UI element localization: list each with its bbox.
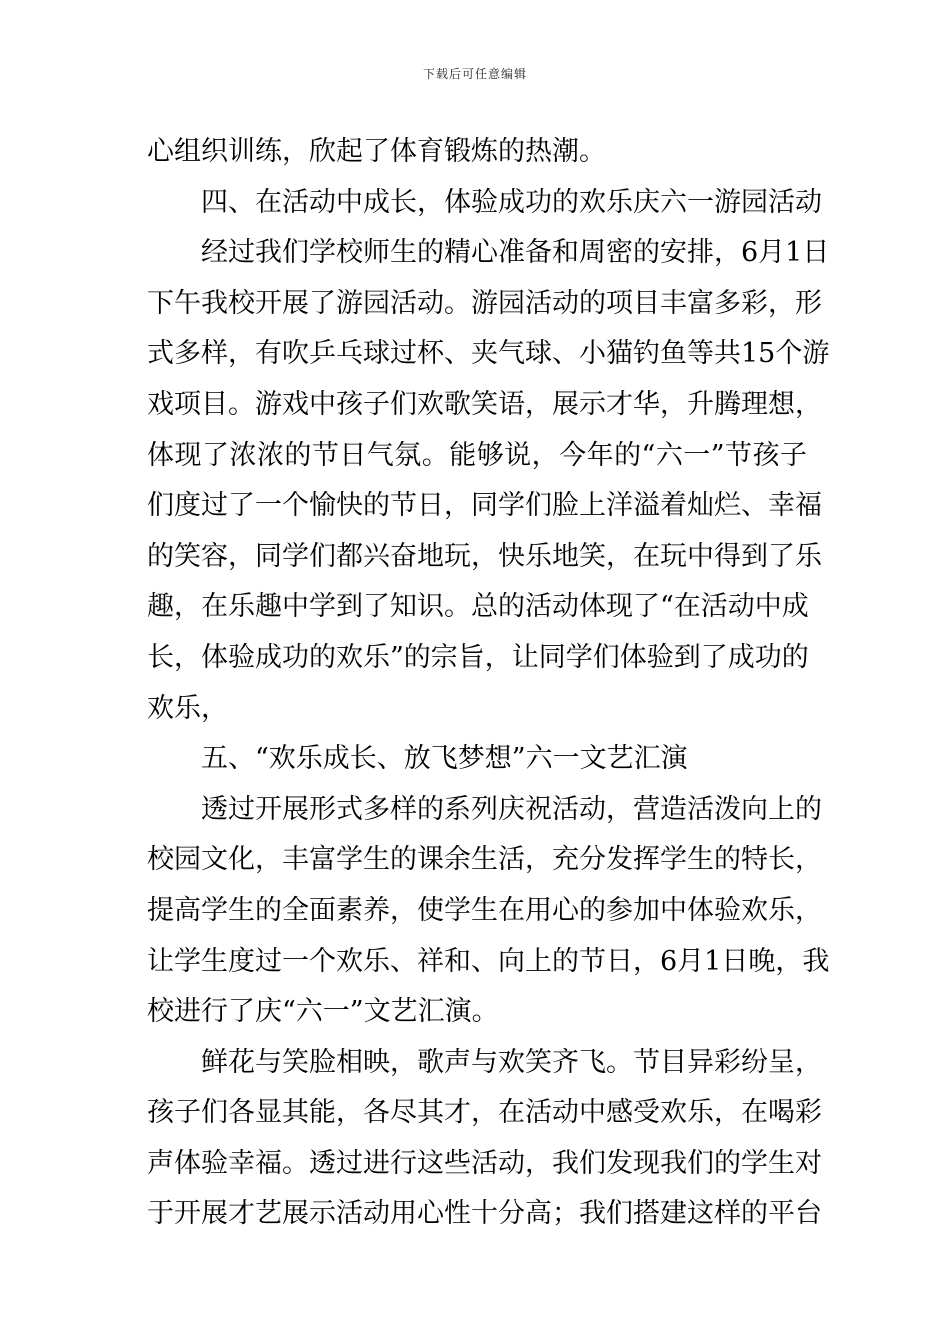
text-line: 提高学生的全面素养，使学生在用心的参加中体验欢乐，	[147, 894, 822, 926]
text-line: 心组织训练，欣起了体育锻炼的热潮。	[147, 136, 606, 167]
text-line: 下午我校开展了游园活动。游园活动的项目丰富多彩，形	[147, 287, 822, 319]
body-text	[147, 127, 830, 1240]
text-line: 趣，在乐趣中学到了知识。总的活动体现了“在活动中成	[147, 591, 809, 623]
section-heading-4: 四、在活动中成长，体验成功的欢乐庆六一游园活动	[201, 186, 822, 218]
text-line: 们度过了一个愉快的节日，同学们脸上洋溢着灿烂、幸福	[147, 490, 822, 522]
text-line: 校进行了庆“六一”文艺汇演。	[147, 996, 499, 1028]
text-line: 体现了浓浓的节日气氛。能够说，今年的“六一”节孩子	[147, 439, 807, 471]
text-line: 让学生度过一个欢乐、祥和、向上的节日，6月1日晚，我	[147, 945, 830, 977]
text-line: 经过我们学校师生的精心准备和周密的安排，6月1日	[201, 237, 830, 269]
text-line: 透过开展形式多样的系列庆祝活动，营造活泼向上的	[201, 793, 822, 825]
page-header: 下载后可任意编辑	[422, 67, 527, 81]
text-line: 长，体验成功的欢乐”的宗旨，让同学们体验到了成功的	[147, 641, 809, 673]
text-line: 鲜花与笑脸相映，歌声与欢笑齐飞。节目异彩纷呈，	[201, 1046, 822, 1078]
text-line: 的笑容，同学们都兴奋地玩，快乐地笑，在玩中得到了乐	[147, 540, 822, 572]
section-heading-5: 五、“欢乐成长、放飞梦想”六一文艺汇演	[201, 743, 688, 775]
text-line: 声体验幸福。透过进行这些活动，我们发现我们的学生对	[147, 1147, 822, 1179]
text-line: 戏项目。游戏中孩子们欢歌笑语，展示才华，升腾理想，	[147, 388, 822, 420]
text-line: 于开展才艺展示活动用心性十分高；我们搭建这样的平台	[147, 1198, 822, 1230]
text-line: 校园文化，丰富学生的课余生活，充分发挥学生的特长，	[147, 844, 822, 876]
text-line: 式多样，有吹乒乓球过杯、夹气球、小猫钓鱼等共15个游	[147, 338, 830, 370]
text-line: 孩子们各显其能，各尽其才，在活动中感受欢乐，在喝彩	[147, 1097, 822, 1129]
text-line: 欢乐，	[147, 692, 228, 724]
